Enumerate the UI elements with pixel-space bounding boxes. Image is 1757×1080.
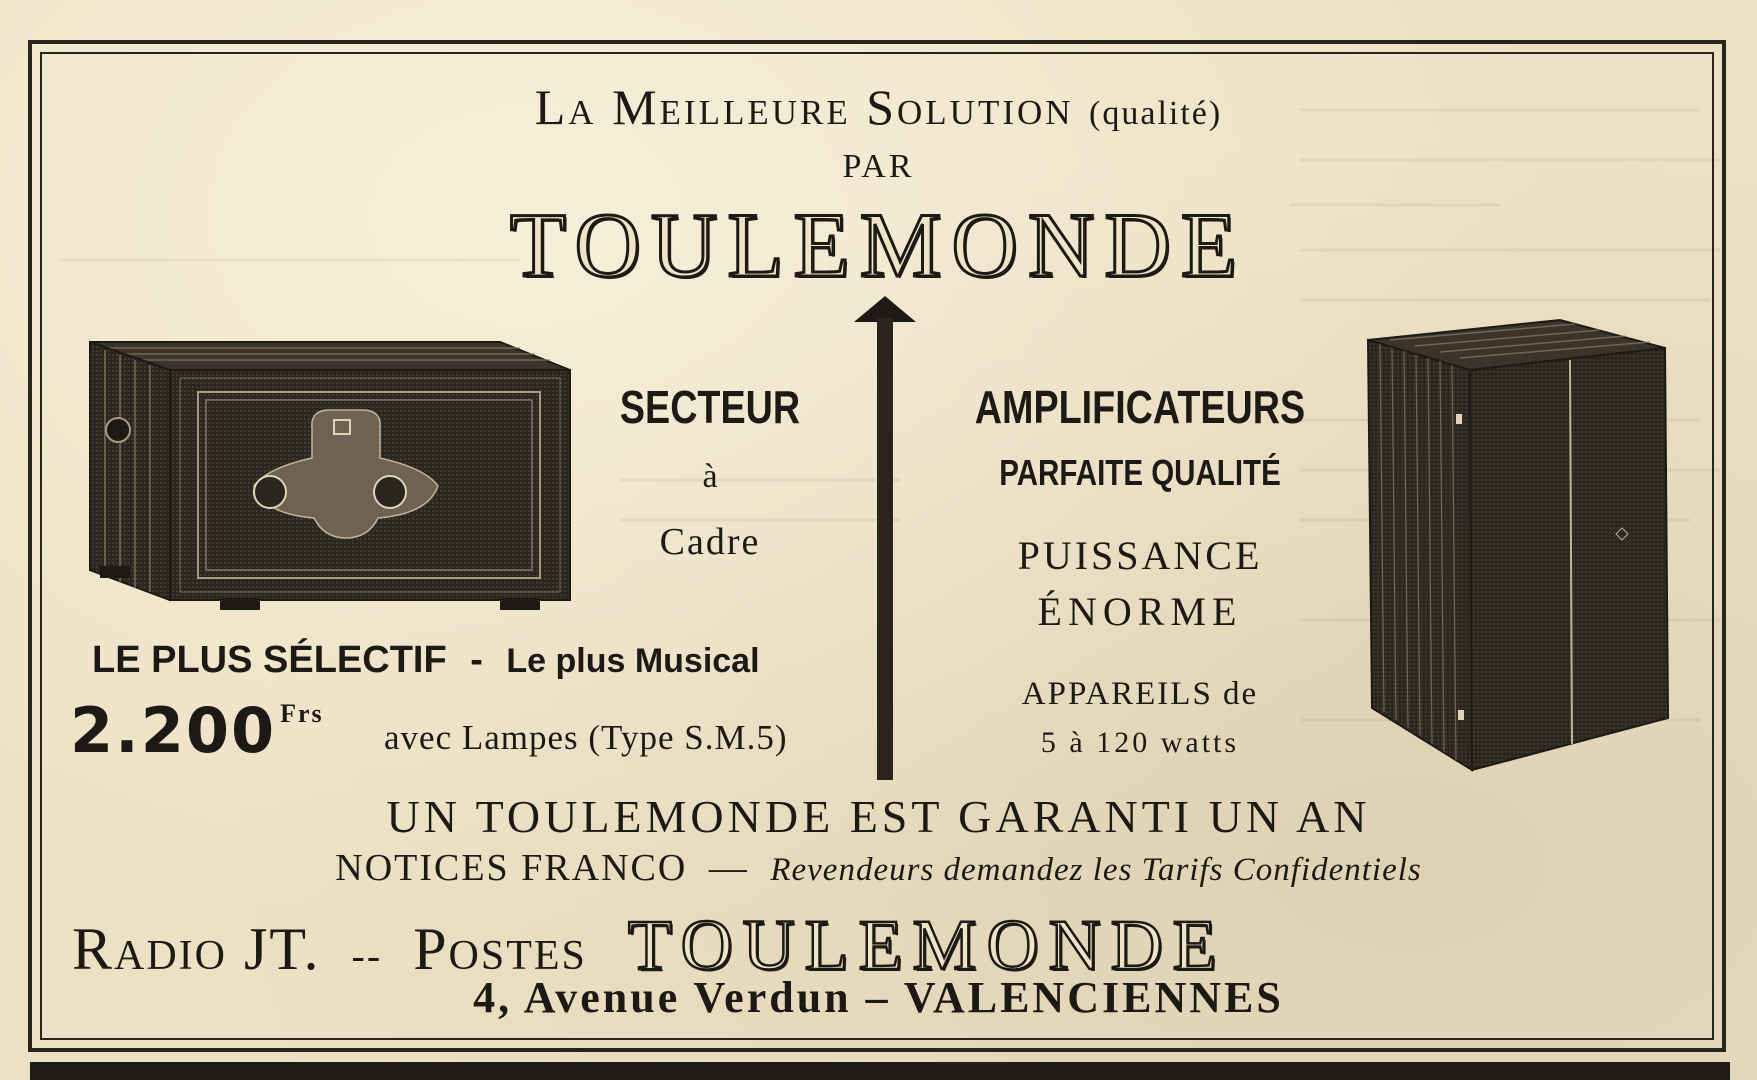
amplificateurs-title: AMPLIFICATEURS — [974, 381, 1306, 433]
notices-dash: — — [708, 847, 749, 889]
secteur-title: SECTEUR — [619, 381, 801, 433]
selectivity-main: LE PLUS SÉLECTIF — [92, 639, 447, 681]
selectivity-separator: - — [470, 639, 483, 681]
footer-postes: Postes — [413, 916, 587, 982]
notices-main: NOTICES FRANCO — [335, 847, 688, 889]
footer-radio: Radio JT. — [72, 916, 321, 982]
price — [70, 694, 324, 767]
selectivity-line — [92, 638, 760, 682]
puissance-text: PUISSANCE — [1017, 533, 1263, 578]
notices-italic: Revendeurs demandez les Tarifs Confidentiels — [770, 852, 1422, 888]
par-text: PAR — [842, 148, 915, 185]
enorme-text: ÉNORME — [1037, 589, 1243, 634]
notices-line — [0, 846, 1757, 890]
bottom-rule — [30, 1062, 1730, 1080]
price-note: avec Lampes (Type S.M.5) — [384, 718, 788, 757]
address: 4, Avenue Verdun – VALENCIENNES — [473, 973, 1284, 1022]
secteur-line3: Cadre — [659, 521, 761, 563]
selectivity-secondary: Le plus Musical — [506, 642, 760, 680]
watts-text: 5 à 120 watts — [1040, 726, 1240, 759]
guarantee-line: UN TOULEMONDE EST GARANTI UN AN — [386, 791, 1371, 842]
parfaite-qualite: PARFAITE QUALITÉ — [999, 452, 1281, 493]
headline — [0, 78, 1757, 136]
radio-set-illustration — [80, 330, 580, 615]
headline-note: (qualité) — [1089, 95, 1223, 132]
appareils-text: APPAREILS de — [1021, 676, 1259, 712]
footer-separator: -- — [351, 933, 383, 978]
price-amount: 2.200 — [70, 694, 277, 767]
price-currency: Frs — [280, 699, 324, 728]
up-arrow-icon — [850, 292, 920, 784]
brand-title: TOULEMONDE — [509, 194, 1248, 296]
footer-brand: TOULEMONDE — [627, 905, 1227, 985]
secteur-line2: à — [702, 458, 718, 495]
headline-text: La Meilleure Solution — [534, 79, 1074, 135]
amplifier-cabinet-illustration — [1360, 318, 1670, 778]
